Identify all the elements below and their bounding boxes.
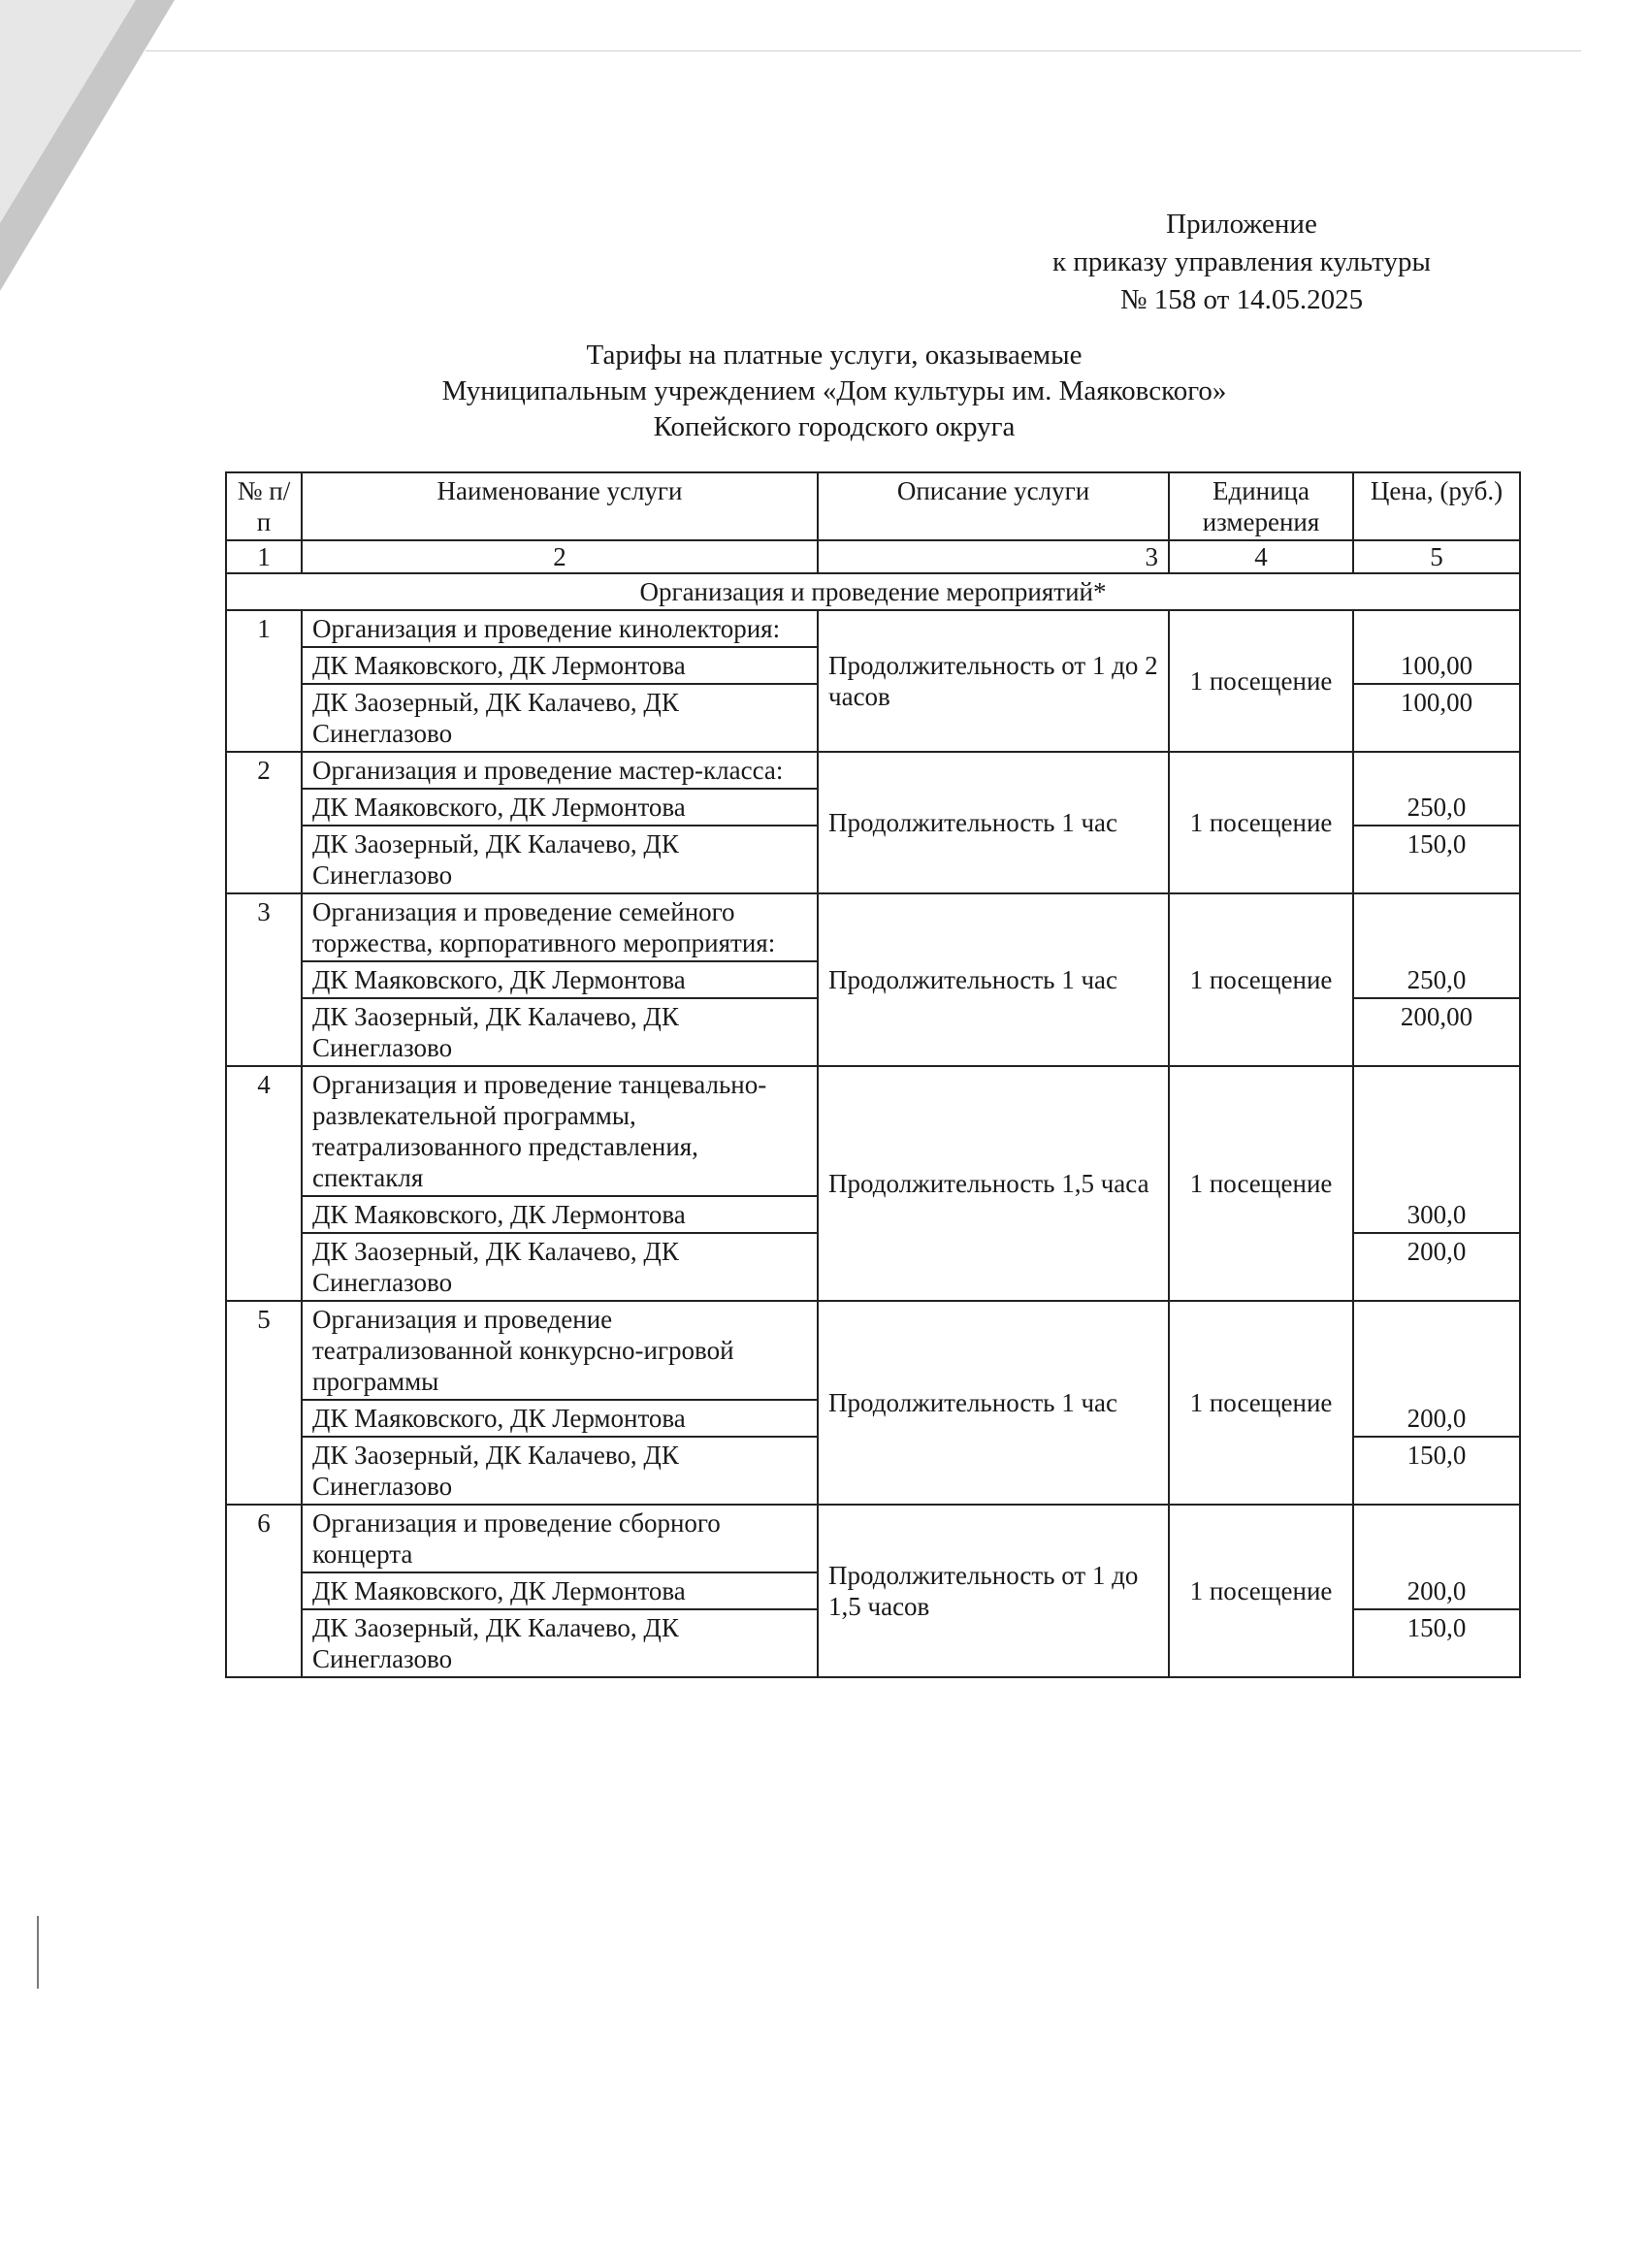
venue-group-1: ДК Маяковского, ДК Лермонтова [302,647,818,684]
row-number: 4 [226,1066,302,1301]
document-title [291,338,1377,445]
row-number: 2 [226,752,302,893]
section-row [226,573,1520,610]
column-number: 3 [818,540,1169,573]
table-row [226,752,1520,789]
section-title: Организация и проведение мероприятий* [226,573,1520,610]
table-row [226,1505,1520,1572]
unit-of-measure: 1 посещение [1169,1505,1353,1677]
page-fold [0,0,136,223]
price-secondary: 200,00 [1353,998,1520,1066]
table-row [226,610,1520,647]
column-header: Описание услуги [818,472,1169,540]
venue-group-2: ДК Заозерный, ДК Калачево, ДК Синеглазово [302,684,818,752]
row-number: 6 [226,1505,302,1677]
price-secondary: 150,0 [1353,1437,1520,1505]
service-name: Организация и проведение театрализованной конкурсно-игровой программы [302,1301,818,1400]
service-description: Продолжительность 1 час [818,1301,1169,1505]
price-primary: 250,0 [1353,752,1520,826]
venue-group-1: ДК Маяковского, ДК Лермонтова [302,961,818,998]
unit-of-measure: 1 посещение [1169,1301,1353,1505]
column-header: Наименование услуги [302,472,818,540]
column-number-row [226,540,1520,573]
service-description: Продолжительность от 1 до 2 часов [818,610,1169,752]
title-line-2: Муниципальным учреждением «Дом культуры им. Маяковского» [441,375,1227,406]
venue-group-1: ДК Маяковского, ДК Лермонтова [302,1196,818,1233]
service-description: Продолжительность 1 час [818,752,1169,893]
column-number: 1 [226,540,302,573]
service-name: Организация и проведение кинолектория: [302,610,818,647]
unit-of-measure: 1 посещение [1169,610,1353,752]
venue-group-2: ДК Заозерный, ДК Калачево, ДК Синеглазово [302,1609,818,1677]
title-line-3: Копейского городского округа [653,411,1016,442]
service-name: Организация и проведение танцевально-развлекательной программы, театрализованного представления, спектакля [302,1066,818,1196]
venue-group-1: ДК Маяковского, ДК Лермонтова [302,1400,818,1437]
column-header: Цена, (руб.) [1353,472,1520,540]
venue-group-2: ДК Заозерный, ДК Калачево, ДК Синеглазово [302,1437,818,1505]
scan-mark [37,1916,39,1989]
table-row [226,1066,1520,1196]
venue-group-2: ДК Заозерный, ДК Калачево, ДК Синеглазово [302,998,818,1066]
row-number: 5 [226,1301,302,1505]
price-primary: 300,0 [1353,1066,1520,1233]
venue-group-2: ДК Заозерный, ДК Калачево, ДК Синеглазово [302,826,818,893]
service-name: Организация и проведение семейного торжества, корпоративного мероприятия: [302,893,818,961]
unit-of-measure: 1 посещение [1169,752,1353,893]
appendix-label: Приложение [1166,209,1317,240]
column-number: 4 [1169,540,1353,573]
price-primary: 200,0 [1353,1505,1520,1609]
venue-group-1: ДК Маяковского, ДК Лермонтова [302,1572,818,1609]
appendix-header [970,206,1513,319]
service-description: Продолжительность 1 час [818,893,1169,1066]
order-number-date: № 158 от 14.05.2025 [1119,284,1364,315]
table-header-row [226,472,1520,540]
service-description: Продолжительность от 1 до 1,5 часов [818,1505,1169,1677]
row-number: 1 [226,610,302,752]
column-header: Единица измерения [1169,472,1353,540]
column-number: 5 [1353,540,1520,573]
table-row [226,893,1520,961]
scan-edge-line [146,50,1581,51]
service-name: Организация и проведение сборного концерта [302,1505,818,1572]
column-header: № п/п [226,472,302,540]
price-primary: 100,00 [1353,610,1520,684]
order-reference: к приказу управления культуры [1052,246,1431,277]
table-row [226,1301,1520,1400]
venue-group-1: ДК Маяковского, ДК Лермонтова [302,789,818,826]
unit-of-measure: 1 посещение [1169,893,1353,1066]
row-number: 3 [226,893,302,1066]
price-secondary: 150,0 [1353,826,1520,893]
title-line-1: Тарифы на платные услуги, оказываемые [586,340,1083,371]
price-primary: 250,0 [1353,893,1520,998]
price-secondary: 100,00 [1353,684,1520,752]
service-name: Организация и проведение мастер-класса: [302,752,818,789]
column-number: 2 [302,540,818,573]
service-description: Продолжительность 1,5 часа [818,1066,1169,1301]
venue-group-2: ДК Заозерный, ДК Калачево, ДК Синеглазово [302,1233,818,1301]
price-secondary: 200,0 [1353,1233,1520,1301]
price-primary: 200,0 [1353,1301,1520,1437]
tariffs-table [225,471,1521,1678]
price-secondary: 150,0 [1353,1609,1520,1677]
unit-of-measure: 1 посещение [1169,1066,1353,1301]
